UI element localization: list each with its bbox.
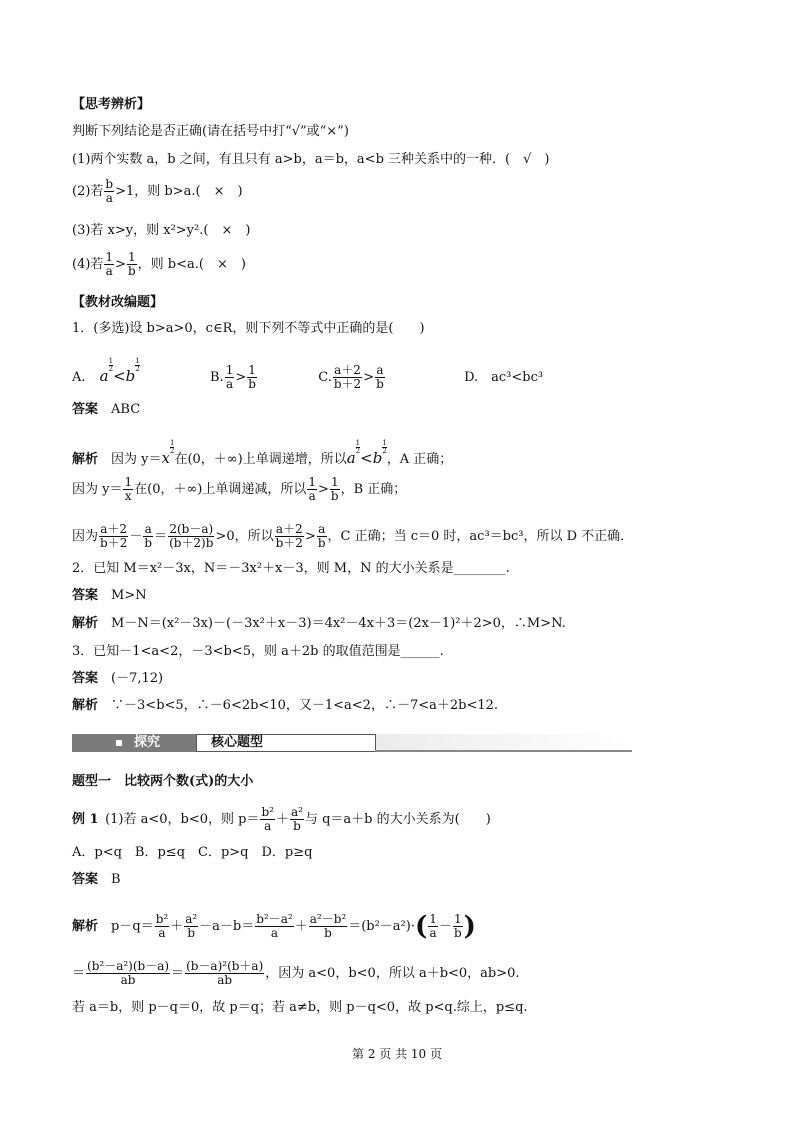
right-paren: ) bbox=[463, 911, 476, 942]
text: ，A 正确； bbox=[386, 452, 453, 467]
text: ∵－3<b<5，∴－6<2b<10，又－1<a<2，∴－7<a＋2b<12. bbox=[111, 698, 499, 713]
question-1: 1．(多选)设 b>a>0，c∈R，则下列不等式中正确的是( ) bbox=[72, 321, 425, 336]
numerator: (b－a)²(b＋a) bbox=[186, 959, 264, 973]
numerator: 1 bbox=[127, 250, 136, 264]
example-1-solution-line-3: 若 a＝b，则 p－q＝0，故 p＝q；若 a≠b，则 p－q<0，故 p<q.综上，p≤q. bbox=[72, 1000, 528, 1015]
text: > bbox=[304, 529, 316, 544]
fraction bbox=[255, 913, 293, 940]
fraction bbox=[428, 913, 438, 940]
numerator: 1 bbox=[308, 475, 317, 489]
question-3: 3．已知－1<a<2，－3<b<5，则 a＋2b 的取值范围是______. bbox=[72, 644, 444, 659]
thinking-item-4 bbox=[72, 251, 246, 278]
numerator: 1 bbox=[225, 363, 234, 377]
denominator: b bbox=[324, 926, 332, 940]
fraction bbox=[168, 523, 214, 550]
text: 与 q＝a＋b 的大小关系为( ) bbox=[304, 812, 491, 827]
numerator: 1 bbox=[105, 250, 114, 264]
answer-2 bbox=[72, 587, 147, 605]
denominator: a bbox=[270, 926, 279, 940]
example-1-solution-line-2 bbox=[72, 960, 520, 987]
numerator: 1 bbox=[355, 439, 361, 447]
solution-label: 解析 bbox=[72, 616, 99, 631]
answer-label: 答案 bbox=[72, 872, 99, 887]
denominator: 2 bbox=[382, 447, 387, 455]
exponent-half bbox=[135, 358, 139, 373]
denominator: 2 bbox=[355, 447, 361, 455]
math-x: x bbox=[161, 449, 170, 467]
fraction bbox=[225, 364, 235, 391]
denominator: (b＋2)b bbox=[169, 536, 214, 550]
left-paren: ( bbox=[414, 911, 428, 942]
fraction bbox=[104, 178, 114, 205]
solution-3 bbox=[72, 697, 498, 715]
thinking-item-1: (1)两个实数 a，b 之间，有且只有 a>b，a＝b，a<b 三种关系中的一种．( √ ) bbox=[72, 152, 550, 167]
numerator: (b²－a²)(b－a) bbox=[87, 959, 170, 973]
fraction bbox=[333, 364, 362, 391]
solution-label: 解析 bbox=[72, 919, 99, 934]
fraction bbox=[275, 523, 304, 550]
denominator: a bbox=[105, 191, 113, 205]
option-a-label: A. bbox=[72, 370, 86, 385]
answer-value: M>N bbox=[111, 588, 147, 603]
denominator: ab bbox=[120, 973, 136, 987]
numerator: a²－b² bbox=[309, 912, 347, 926]
example-1-solution-line-1 bbox=[72, 913, 476, 940]
fraction bbox=[104, 251, 114, 278]
denominator: a bbox=[308, 489, 316, 503]
text: 因为 y＝ bbox=[72, 482, 123, 497]
text: 在(0，＋∞)上单调递增，所以 bbox=[174, 452, 347, 467]
option-a-base-b: b bbox=[125, 367, 136, 385]
denominator: a bbox=[105, 264, 113, 278]
fraction bbox=[330, 476, 340, 503]
text: 在(0，＋∞)上单调递减，所以 bbox=[134, 482, 307, 497]
type-1-title: 题型一 比较两个数(式)的大小 bbox=[72, 774, 254, 789]
fraction bbox=[143, 523, 153, 550]
answer-label: 答案 bbox=[72, 671, 99, 686]
fraction bbox=[185, 960, 264, 987]
thinking-item-2 bbox=[72, 178, 243, 205]
answer-value: (－7,12) bbox=[111, 671, 164, 686]
denominator: b bbox=[453, 926, 462, 940]
denominator: b＋2 bbox=[275, 536, 303, 550]
text: >1，则 b>a.( × ) bbox=[115, 184, 243, 199]
text: p－q＝ bbox=[111, 919, 154, 934]
denominator: b bbox=[127, 264, 136, 278]
text: > bbox=[318, 482, 329, 497]
numerator: 1 bbox=[169, 439, 175, 447]
answer-1 bbox=[72, 401, 140, 419]
denominator: ab bbox=[217, 973, 233, 987]
text: ＋ bbox=[170, 919, 184, 934]
fraction bbox=[290, 806, 304, 833]
text: ，B 正确； bbox=[340, 482, 407, 497]
denominator: b bbox=[144, 536, 153, 550]
text: ＝(b²－a²)· bbox=[348, 919, 415, 934]
section-header-thinking: 【思考辨析】 bbox=[72, 97, 151, 112]
numerator: b²－a² bbox=[256, 912, 293, 926]
fraction bbox=[155, 913, 170, 940]
option-b-label: B. bbox=[210, 370, 224, 385]
denominator: a bbox=[225, 377, 234, 391]
text: 因为 bbox=[72, 529, 99, 544]
text: －a－b＝ bbox=[199, 919, 255, 934]
fraction bbox=[317, 523, 327, 550]
solution-1-line-2 bbox=[72, 476, 406, 503]
text: ，则 b<a.( × ) bbox=[137, 257, 246, 272]
denominator: b＋2 bbox=[333, 377, 362, 391]
option-d: D. ac³<bc³ bbox=[464, 370, 544, 385]
denominator: b bbox=[376, 377, 384, 391]
text: － bbox=[129, 529, 143, 544]
text: ，因为 a<0，b<0，所以 a＋b<0，ab>0. bbox=[265, 966, 520, 981]
numerator: a bbox=[144, 522, 152, 536]
math-b: b bbox=[372, 449, 383, 467]
text: ＋ bbox=[275, 812, 289, 827]
denominator: a bbox=[264, 819, 272, 833]
fraction bbox=[86, 960, 170, 987]
text: > bbox=[115, 257, 126, 272]
denominator: b bbox=[330, 489, 339, 503]
fraction bbox=[307, 476, 317, 503]
question-2: 2．已知 M＝x²－3x，N＝－3x²＋x－3，则 M，N 的大小关系是________. bbox=[72, 561, 510, 576]
numerator: b² bbox=[155, 912, 169, 926]
math-a: a bbox=[346, 449, 356, 467]
section-banner bbox=[72, 734, 632, 752]
numerator: b² bbox=[261, 805, 274, 819]
answer-3 bbox=[72, 670, 163, 688]
denominator: 2 bbox=[135, 365, 140, 373]
numerator: a bbox=[318, 522, 326, 536]
example-1-answer bbox=[72, 871, 121, 889]
numerator: a＋2 bbox=[334, 363, 361, 377]
numerator: 1 bbox=[135, 357, 140, 365]
text: M－N＝(x²－3x)－(－3x²＋x－3)＝4x²－4x＋3＝(2x－1)²＋2>0，∴M>N. bbox=[111, 616, 566, 631]
fraction bbox=[99, 523, 128, 550]
thinking-item-3: (3)若 x>y，则 x²>y².( × ) bbox=[72, 223, 251, 238]
solution-1-line-3 bbox=[72, 523, 633, 550]
text: － bbox=[438, 919, 452, 934]
solution-label: 解析 bbox=[72, 698, 99, 713]
fraction bbox=[184, 913, 198, 940]
option-c-label: C. bbox=[318, 370, 332, 385]
numerator: b bbox=[105, 177, 114, 191]
numerator: 2(b－a) bbox=[169, 522, 214, 536]
denominator: 2 bbox=[169, 447, 175, 455]
example-1-options: A．p<q B．p≤q C．p>q D．p≥q bbox=[72, 845, 313, 860]
banner-left-label: 探究 bbox=[134, 735, 161, 750]
numerator: 1 bbox=[453, 912, 462, 926]
numerator: 1 bbox=[108, 357, 114, 365]
section-header-textbook: 【教材改编题】 bbox=[72, 295, 164, 310]
numerator: a² bbox=[185, 912, 198, 926]
fraction bbox=[247, 364, 257, 391]
square-bullet-icon bbox=[116, 740, 122, 746]
fraction bbox=[127, 251, 137, 278]
text: > bbox=[363, 370, 375, 385]
denominator: a bbox=[429, 926, 437, 940]
text: ＝ bbox=[72, 966, 86, 981]
answer-label: 答案 bbox=[72, 588, 99, 603]
denominator: a bbox=[158, 926, 166, 940]
banner-right-label: 核心题型 bbox=[211, 735, 264, 750]
denominator: b＋2 bbox=[100, 536, 128, 550]
numerator: 1 bbox=[330, 475, 339, 489]
text: (2)若 bbox=[72, 184, 104, 199]
numerator: a² bbox=[291, 805, 303, 819]
banner-underline bbox=[375, 750, 632, 752]
banner-dark-block bbox=[72, 734, 196, 752]
denominator: b bbox=[248, 377, 256, 391]
answer-value: ABC bbox=[111, 402, 141, 417]
denominator: b bbox=[317, 536, 326, 550]
page-number-footer: 第 2 页 共 10 页 bbox=[352, 1047, 442, 1061]
example-1 bbox=[72, 806, 491, 833]
solution-1-line-1 bbox=[72, 440, 452, 469]
answer-value: B bbox=[111, 872, 121, 887]
numerator: a bbox=[376, 363, 384, 377]
numerator: 1 bbox=[382, 439, 387, 447]
numerator: 1 bbox=[124, 475, 133, 489]
answer-label: 答案 bbox=[72, 402, 99, 417]
banner-box bbox=[196, 734, 376, 752]
numerator: 1 bbox=[429, 912, 437, 926]
denominator: b bbox=[187, 926, 196, 940]
numerator: a＋2 bbox=[100, 522, 128, 536]
numerator: a＋2 bbox=[275, 522, 303, 536]
solution-label: 解析 bbox=[72, 452, 99, 467]
less-than: < bbox=[360, 449, 373, 467]
solution-2 bbox=[72, 615, 566, 633]
numerator: 1 bbox=[248, 363, 256, 377]
option-a-base-a: a bbox=[99, 367, 109, 385]
denominator: b bbox=[293, 819, 301, 833]
denominator: 2 bbox=[108, 365, 114, 373]
text: ，C 正确；当 c＝0 时，ac³＝bc³，所以 D 不正确． bbox=[327, 529, 634, 544]
text: ＝ bbox=[171, 966, 185, 981]
fraction bbox=[375, 364, 385, 391]
fraction bbox=[260, 806, 275, 833]
fraction bbox=[309, 913, 347, 940]
thinking-intro: 判断下列结论是否正确(请在括号中打“√”或“×”) bbox=[72, 124, 349, 139]
text: ＝ bbox=[154, 529, 168, 544]
text: > bbox=[235, 370, 247, 385]
text: ＋ bbox=[294, 919, 308, 934]
fraction bbox=[123, 476, 133, 503]
text: 因为 y＝ bbox=[111, 452, 162, 467]
fraction bbox=[453, 913, 463, 940]
less-than: < bbox=[113, 367, 126, 385]
example-label: 例 1 bbox=[72, 812, 99, 827]
text: (4)若 bbox=[72, 257, 104, 272]
denominator: x bbox=[124, 489, 132, 503]
text: (1)若 a<0，b<0，则 p＝ bbox=[105, 812, 260, 827]
text: >0，所以 bbox=[215, 529, 274, 544]
question-1-options bbox=[72, 358, 543, 391]
